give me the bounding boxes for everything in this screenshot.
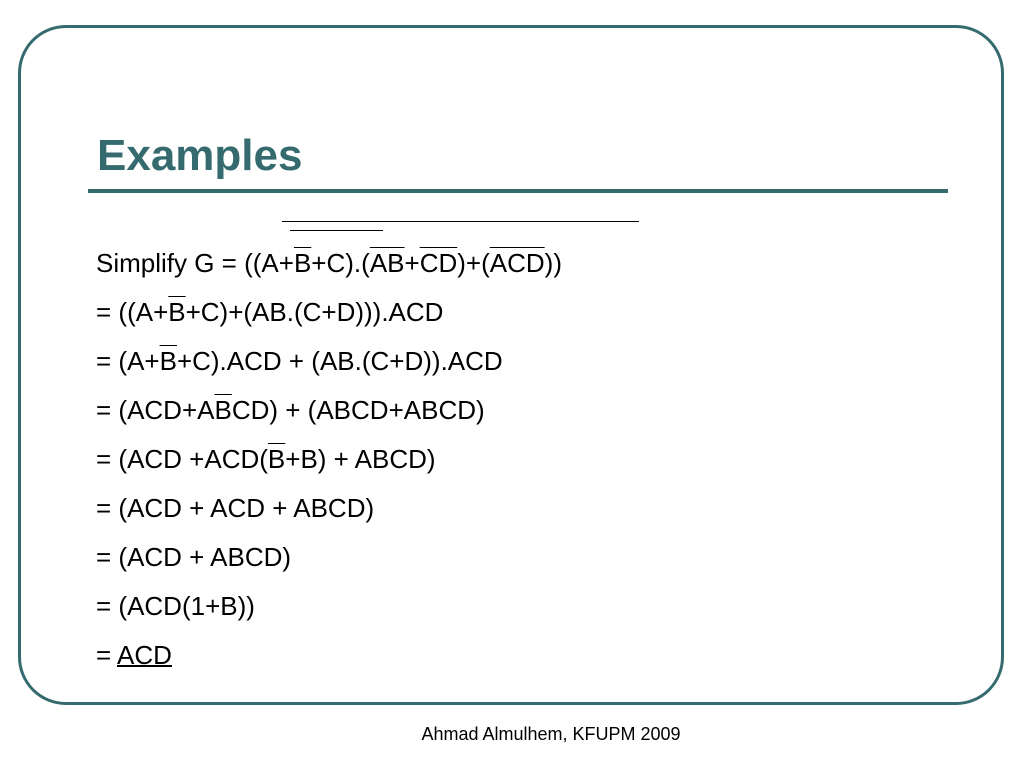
expression-text: = (ACD + ACD + ABCD) (96, 493, 375, 523)
expression-text: = (ACD + ABCD) (96, 542, 292, 572)
title-divider (88, 189, 948, 193)
derivation-line (96, 390, 562, 439)
expression-text: +C (311, 248, 346, 278)
final-answer: ACD (116, 640, 172, 670)
expression-text: ).( (345, 248, 370, 278)
complemented-term: $\overline{B}$ (267, 444, 286, 474)
expression-text: = (96, 640, 117, 670)
complemented-term: $\overline{C}$ (419, 248, 439, 278)
derivation-line (96, 439, 562, 488)
footer-credit: Ahmad Almulhem, KFUPM 2009 (421, 724, 681, 744)
complemented-term: $\overline{B}$ (214, 395, 232, 425)
expression-text: = (ACD(1+B)) (96, 591, 255, 621)
complemented-term: $\overline{D}$ (438, 248, 458, 278)
derivation-line (96, 586, 562, 635)
expression-text: )) (544, 248, 562, 278)
complemented-term: $\overline{ACD}$ (489, 248, 545, 278)
expression-text: +C).ACD + (AB.(C+D)).ACD (176, 346, 503, 376)
derivation-line (96, 488, 562, 537)
complemented-term: $\overline{AB}$ (369, 248, 405, 278)
derivation-line (96, 243, 562, 292)
expression-text: )+( (457, 248, 490, 278)
expression-text: CD) + (ABCD+ABCD) (231, 395, 485, 425)
derivation-line (96, 537, 562, 586)
derivation-line (96, 635, 562, 684)
derivation-lines (96, 243, 562, 684)
expression-text: A+ (261, 248, 294, 278)
complemented-term: $\overline{B}$ (168, 297, 186, 327)
derivation-line (96, 292, 562, 341)
expression-text: = (ACD +ACD( (96, 444, 268, 474)
expression-text: = ((A+ (96, 297, 169, 327)
slide-title: Examples (97, 131, 303, 180)
derivation-line (96, 341, 562, 390)
expression-text: = (A+ (96, 346, 160, 376)
expression-text: = (ACD+A (96, 395, 215, 425)
complement-bar-outer (282, 221, 639, 222)
expression-text: +C)+(AB.(C+D))).ACD (185, 297, 444, 327)
expression-text: +B) + ABCD) (285, 444, 436, 474)
complemented-term: $\overline{B}$ (293, 248, 312, 278)
expression-text: + (404, 248, 420, 278)
expression-text: Simplify G = (( (96, 248, 262, 278)
complement-bar-inner (290, 230, 383, 231)
complemented-term: $\overline{B}$ (159, 346, 177, 376)
